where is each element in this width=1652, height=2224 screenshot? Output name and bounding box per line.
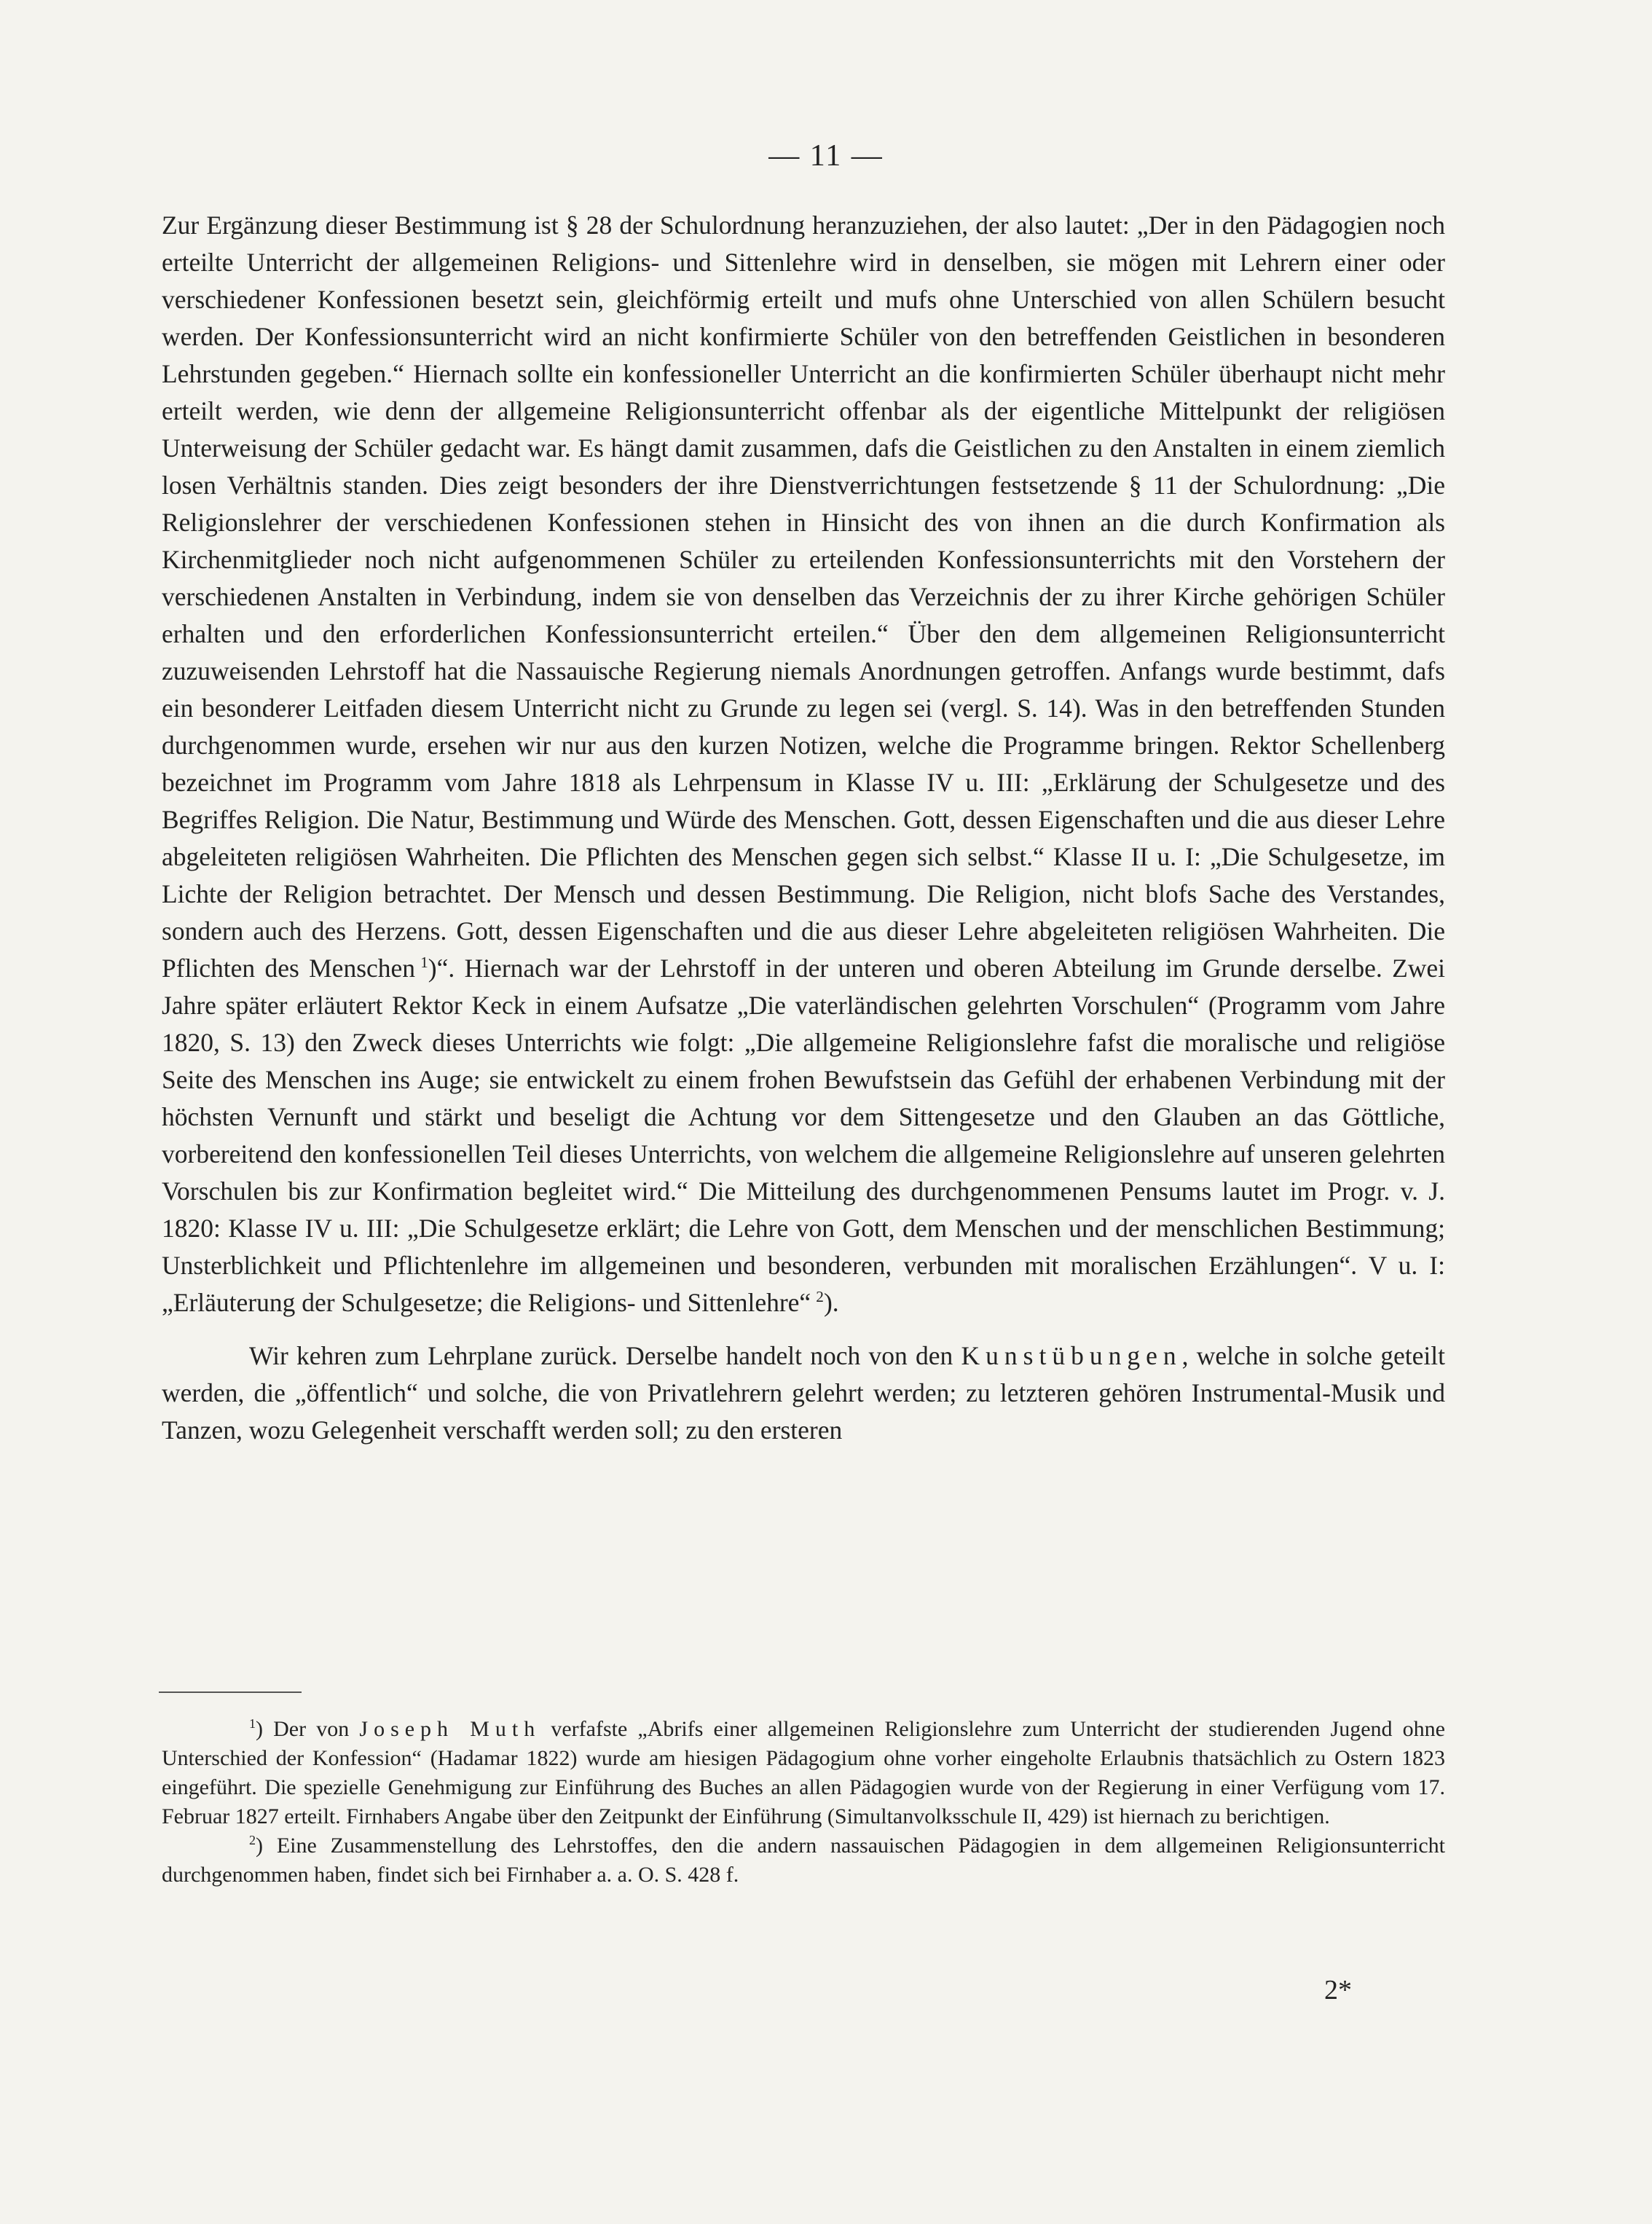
- footnote-2: [162, 1831, 1445, 1890]
- main-text: [162, 207, 1445, 1449]
- footnote-2-text: ) Eine Zusammenstellung des Lehrstoffes, den die andern nassauischen Pädagogien in dem allgemeinen Religionsunterricht durchgenommen haben, findet sich bei Firnhaber a. a. O. S. 428 f.: [162, 1834, 1445, 1887]
- footnote-1: [162, 1715, 1445, 1831]
- paragraph-1-text-a: Zur Ergänzung dieser Bestimmung ist § 28 der Schulordnung heranzuziehen, der also lautet: „Der in den Pädagogien noch erteilte Unterricht der allgemeinen Religions- und Sittenlehre wird in denselben, sie mögen mit Lehrern einer oder verschiedener Konfessionen besetzt sein, gleichförmig erteilt und mufs ohne Unterschied von allen Schülern besucht werden. Der Konfessionsunterricht wird an nicht konfirmierte Schüler von den betreffenden Geistlichen in besonderen Lehrstunden gegeben.“ Hiernach sollte ein konfessioneller Unterricht an die konfirmierten Schüler überhaupt nicht mehr erteilt werden, wie denn der allgemeine Religionsunterricht offenbar als der eigentliche Mittelpunkt der religiösen Unterweisung der Schüler gedacht war. Es hängt damit zusammen, dafs die Geistlichen zu den Anstalten in einem ziemlich losen Verhältnis standen. Dies zeigt besonders der ihre Dienstverrichtungen festsetzende § 11 der Schulordnung: „Die Religionslehrer der verschiedenen Konfessionen stehen in Hinsicht des von ihnen an die durch Konfirmation als Kirchenmitglieder noch nicht aufgenommenen Schüler zu erteilenden Konfessionsunterrichts mit den Vorstehern der verschiedenen Anstalten in Verbindung, indem sie von denselben das Verzeichnis der zu ihrer Kirche gehörigen Schüler erhalten und den erforderlichen Konfessionsunterricht erteilen.“ Über den dem allgemeinen Religionsunterricht zuzuweisenden Lehrstoff hat die Nassauische Regierung niemals Anordnungen getroffen. Anfangs wurde bestimmt, dafs ein besonderer Leitfaden diesem Unterricht nicht zu Grunde zu legen sei (vergl. S. 14). Was in den betreffenden Stunden durchgenommen wurde, ersehen wir nur aus den kurzen Notizen, welche die Programme bringen. Rektor Schellenberg bezeichnet im Programm vom Jahre 1818 als Lehrpensum in Klasse IV u. III: „Erklärung der Schulgesetze und des Begriffes Religion. Die Natur, Bestimmung und Würde des Menschen. Gott, dessen Eigenschaften und die aus dieser Lehre abgeleiteten religiösen Wahrheiten. Die Pflichten des Menschen gegen sich selbst.“ Klasse II u. I: „Die Schulgesetze, im Lichte der Religion betrachtet. Der Mensch und dessen Bestimmung. Die Religion, nicht blofs Sache des Verstandes, sondern auch des Herzens. Gott, dessen Eigenschaften und die aus dieser Lehre abgeleiteten religiösen Wahrheiten. Die Pflichten des Menschen: [162, 211, 1445, 983]
- paragraph-2-text-a: Wir kehren zum Lehrplane zurück. Derselbe handelt noch von den: [249, 1341, 961, 1370]
- sheet-signature: 2*: [1324, 1975, 1352, 2005]
- footnote-1-author: Joseph Muth: [359, 1717, 541, 1741]
- footnote-1-mark: 1: [249, 1716, 256, 1731]
- footnote-2-mark: 2: [249, 1833, 256, 1847]
- footnotes: [162, 1715, 1445, 1890]
- footnote-ref-1[interactable]: 1: [420, 954, 428, 972]
- emphasis-kunstuebungen: Kunstübungen: [961, 1341, 1182, 1370]
- paragraph-1: [162, 207, 1445, 1321]
- footnote-divider: [159, 1691, 302, 1693]
- footnote-1-text-b: verfafste „Abrifs einer allgemeinen Religionslehre zum Unterricht der studierenden Jugend ohne Unterschied der Konfession“ (Hadamar 1822) wurde am hiesigen Pädagogium ohne vorher eingeholte Erlaubnis thatsächlich zu Ostern 1823 eingeführt. Die spezielle Genehmigung zur Einführung des Buches an allen Pädagogien wurde von der Regierung in einer Verfügung vom 17. Februar 1827 erteilt. Firnhabers Angabe über den Zeitpunkt der Einführung (Simultanvolksschule II, 429) ist hiernach zu berichtigen.: [162, 1717, 1445, 1828]
- paragraph-2: [162, 1337, 1445, 1449]
- paragraph-1-text-c: ).: [823, 1288, 839, 1317]
- paragraph-1-text-b: )“. Hiernach war der Lehrstoff in der unteren und oberen Abteilung im Grunde derselbe. Zwei Jahre später erläutert Rektor Keck in einem Aufsatze „Die vaterländischen gelehrten Vorschulen“ (Programm vom Jahre 1820, S. 13) den Zweck dieses Unterrichts wie folgt: „Die allgemeine Religionslehre fafst die moralische und religiöse Seite des Menschen ins Auge; sie entwickelt zu einem frohen Bewufstsein das Gefühl der erhabenen Verbindung mit der höchsten Vernunft und stärkt und beseligt die Achtung vor dem Sittengesetze und den Glauben an das Göttliche, vorbereitend den konfessionellen Teil dieses Unterrichts, von welchem die allgemeine Religionslehre auf unseren gelehrten Vorschulen bis zur Konfirmation begleitet wird.“ Die Mitteilung des durchgenommenen Pensums lautet im Progr. v. J. 1820: Klasse IV u. III: „Die Schulgesetze erklärt; die Lehre von Gott, dem Menschen und der menschlichen Bestimmung; Unsterblichkeit und Pflichtenlehre im allgemeinen und besonderen, verbunden mit moralischen Erzählungen“. V u. I: „Erläuterung der Schulgesetze; die Religions- und Sittenlehre“: [162, 954, 1446, 1317]
- page-number: — 11 —: [768, 139, 884, 173]
- footnote-ref-2[interactable]: 2: [816, 1288, 824, 1306]
- footnote-1-text-a: ) Der von: [256, 1717, 360, 1741]
- paragraph-2-text-b: , welche in solche geteilt werden, die „öffentlich“ und solche, die von Privatlehrern gelehrt werden; zu letzteren gehören Instrumental-Musik und Tanzen, wozu Gelegenheit verschafft werden soll; zu den ersteren: [162, 1341, 1445, 1445]
